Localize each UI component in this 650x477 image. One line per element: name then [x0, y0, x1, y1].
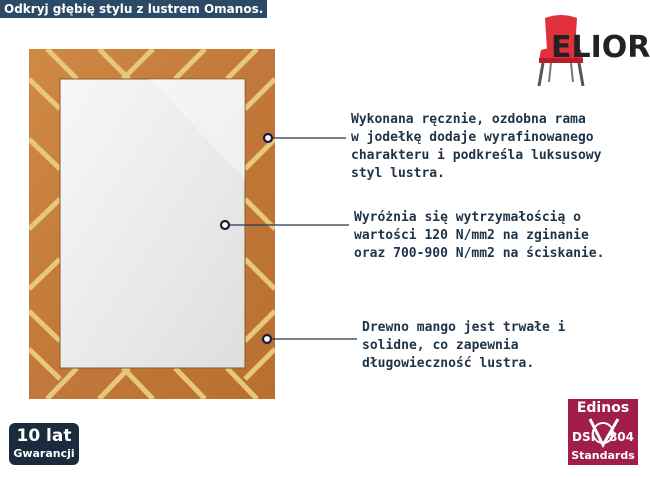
callout-line: solidne, co zapewnia	[362, 338, 519, 353]
callout-line: Wykonana ręcznie, ozdobna rama	[351, 112, 586, 127]
callout-line: styl lustra.	[351, 166, 445, 181]
callout-line: Drewno mango jest trwałe i	[362, 320, 566, 335]
callout-line: charakteru i podkreśla luksusowy	[351, 148, 602, 163]
callout-line: oraz 700-900 N/mm2 na ściskanie.	[354, 246, 605, 261]
callout-line: wartości 120 N/mm2 na zginanie	[354, 228, 589, 243]
warranty-badge	[9, 423, 79, 465]
callout-frame	[351, 111, 641, 183]
callout-line: długowieczność lustra.	[362, 356, 535, 371]
callout-line: w jodełkę dodaje wyrafinowanego	[351, 130, 594, 145]
callout-mango-wood	[362, 319, 622, 373]
warranty-years: 10 lat	[16, 426, 72, 446]
brand-name: ELIOR	[551, 30, 650, 65]
page-title: Odkryj głębię stylu z lustrem Omanos.	[0, 0, 267, 18]
callout-line: Wyróżnia się wytrzymałością o	[354, 210, 581, 225]
edinos-number: 804	[608, 430, 634, 444]
warranty-label: Gwarancji	[13, 447, 75, 460]
edinos-title: Edinos	[576, 400, 630, 416]
edinos-dsi: DSI	[572, 430, 596, 444]
callout-strength	[354, 209, 644, 263]
edinos-standards: Standards	[571, 449, 635, 462]
edinos-standards-badge	[568, 399, 638, 465]
